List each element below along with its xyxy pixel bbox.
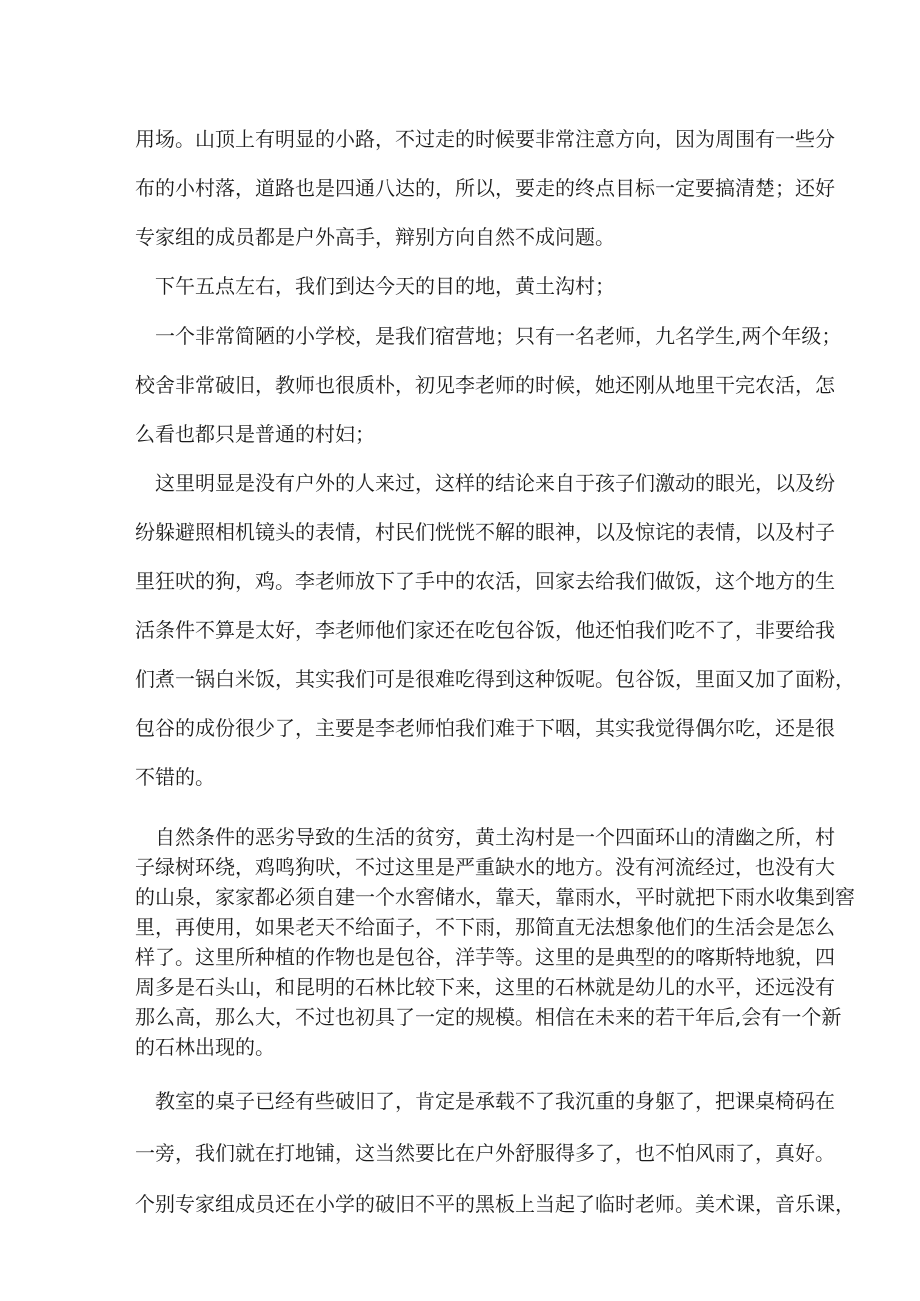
text-line: 里，再使用，如果老天不给面子，不下雨，那简直无法想象他们的生活会是怎么	[135, 915, 835, 939]
text-line: 里狂吠的狗，鸡。李老师放下了手中的农活，回家去给我们做饭，这个地方的生	[135, 569, 835, 593]
text-line: 一个非常简陋的小学校，是我们宿营地；只有一名老师，九名学生,两个年级；	[155, 324, 842, 348]
text-line: 的山泉，家家都必须自建一个水窖储水，靠天，靠雨水，平时就把下雨水收集到窖	[135, 885, 855, 909]
text-line: 那么高，那么大，不过也初具了一定的规模。相信在未来的若干年后,会有一个新	[135, 1005, 842, 1029]
text-line: 们煮一锅白米饭，其实我们可是很难吃得到这种饭呢。包谷饭，里面又加了面粉，	[135, 667, 855, 691]
text-line: 子绿树环绕，鸡鸣狗吠，不过这里是严重缺水的地方。没有河流经过，也没有大	[135, 855, 835, 879]
text-line: 活条件不算是太好，李老师他们家还在吃包谷饭，他还怕我们吃不了，非要给我	[135, 618, 835, 642]
text-line: 个别专家组成员还在小学的破旧不平的黑板上当起了临时老师。美术课，音乐课，	[135, 1192, 855, 1216]
text-line: 一旁，我们就在打地铺，这当然要比在户外舒服得多了，也不怕风雨了，真好。	[135, 1141, 835, 1165]
text-line: 布的小村落，道路也是四通八达的，所以，要走的终点目标一定要搞清楚；还好	[135, 176, 835, 200]
text-line: 的石林出现的。	[135, 1035, 275, 1059]
text-line: 么看也都只是普通的村妇；	[135, 422, 375, 446]
text-line: 教室的桌子已经有些破旧了，肯定是承载不了我沉重的身躯了，把课桌椅码在	[155, 1089, 835, 1113]
text-line: 用场。山顶上有明显的小路，不过走的时候要非常注意方向，因为周围有一些分	[135, 127, 835, 151]
text-line: 样了。这里所种植的作物也是包谷，洋芋等。这里的是典型的的喀斯特地貌，四	[135, 945, 835, 969]
text-line: 这里明显是没有户外的人来过，这样的结论来自于孩子们激动的眼光，以及纷	[155, 471, 835, 495]
text-line: 纷躲避照相机镜头的表情，村民们恍恍不解的眼神，以及惊诧的表情，以及村子	[135, 520, 835, 544]
text-line: 专家组的成员都是户外高手，辩别方向自然不成问题。	[135, 225, 615, 249]
text-line: 包谷的成份很少了，主要是李老师怕我们难于下咽，其实我觉得偶尔吃，还是很	[135, 716, 835, 740]
text-line: 不错的。	[135, 765, 215, 789]
text-line: 下午五点左右，我们到达今天的目的地，黄土沟村；	[155, 274, 615, 298]
text-line: 周多是石头山，和昆明的石林比较下来，这里的石林就是幼儿的水平，还远没有	[135, 975, 835, 999]
text-line: 自然条件的恶劣导致的生活的贫穷，黄土沟村是一个四面环山的清幽之所，村	[155, 825, 835, 849]
text-line: 校舍非常破旧，教师也很质朴，初见李老师的时候，她还刚从地里干完农活，怎	[135, 373, 835, 397]
